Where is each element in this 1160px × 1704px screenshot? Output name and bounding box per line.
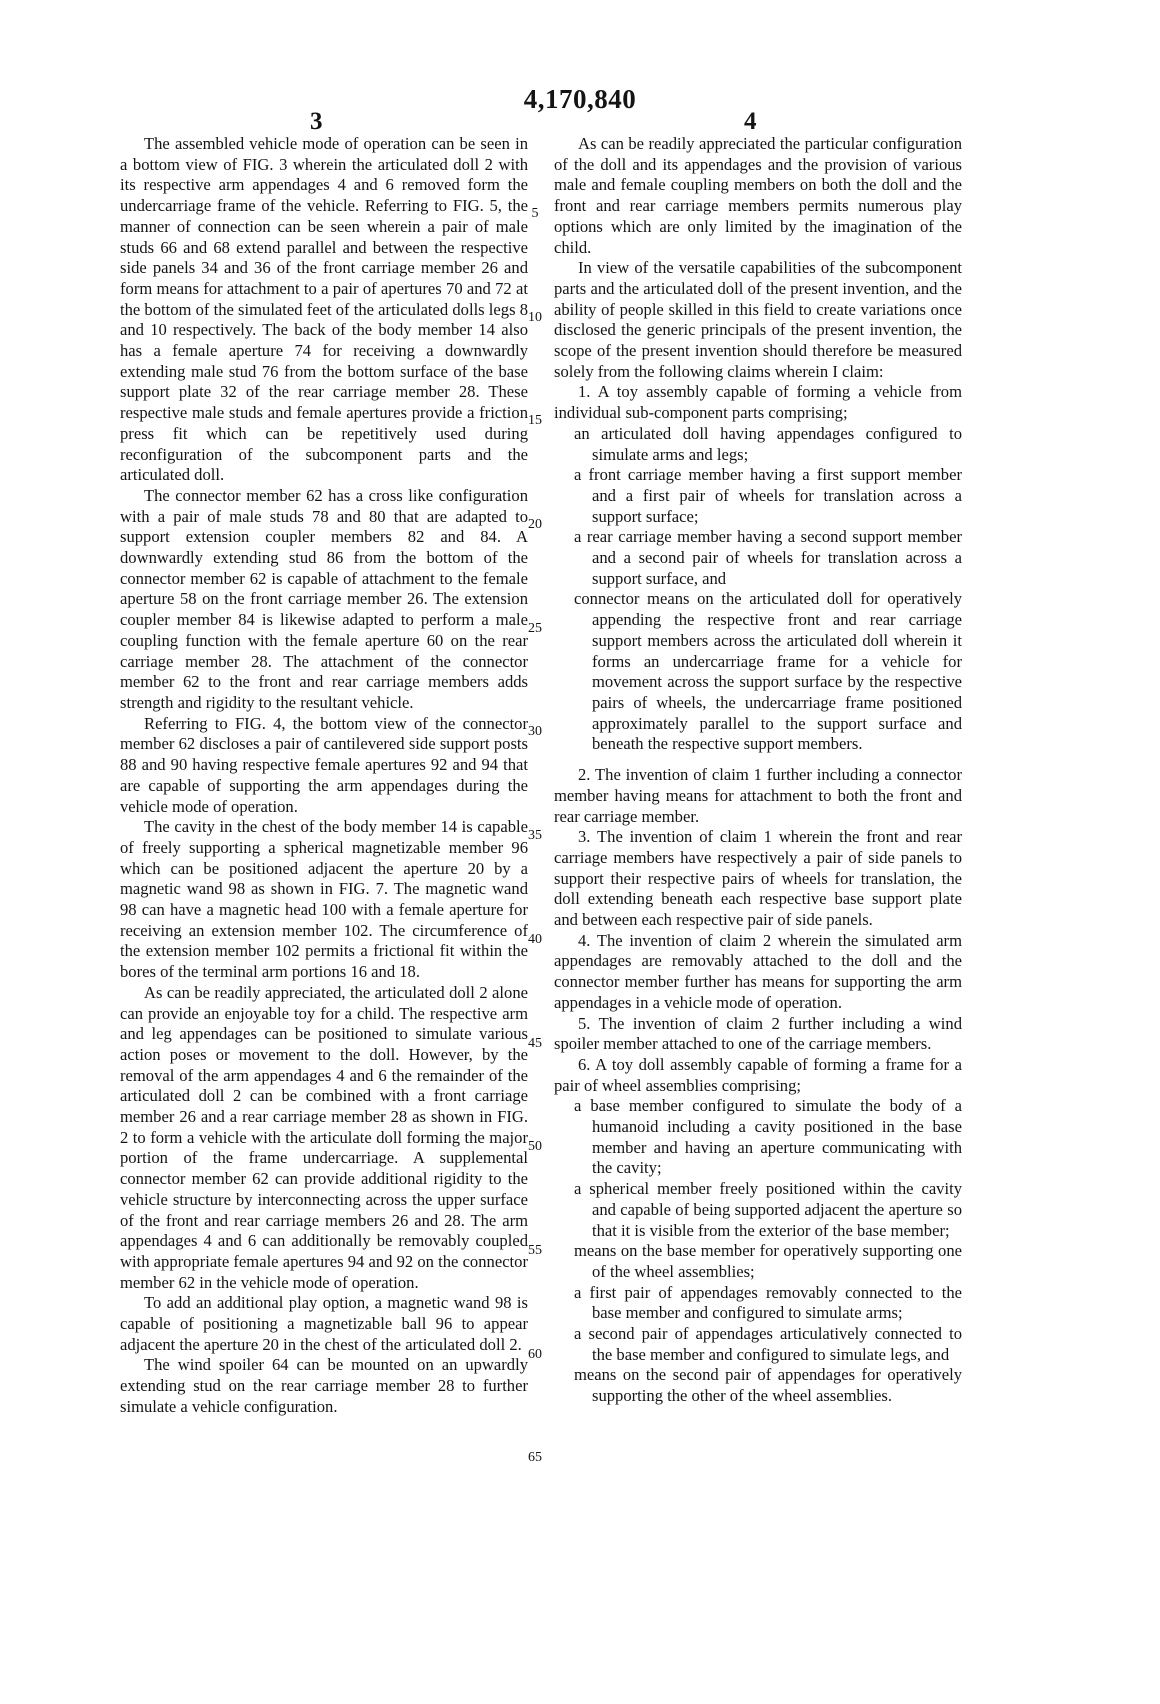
line-number: 50 (528, 1139, 542, 1154)
claim-element: a front carriage member having a first support member and a first pair of wheels for translation across a support surface; (574, 465, 962, 526)
line-number: 15 (528, 413, 542, 428)
line-number: 65 (528, 1450, 542, 1465)
claim-element: a second pair of appendages articulatively connected to the base member and configured to simulate legs, and (574, 1324, 962, 1364)
claim-6: 6. A toy doll assembly capable of forming a frame for a pair of wheel assemblies comprising; (554, 1054, 962, 1095)
paragraph: As can be readily appreciated, the articulated doll 2 alone can provide an enjoyable toy for a child. The respective arm and leg appendages can be positioned to simulate various action poses or movement to the doll. However, by the removal of the arm appendages 4 and 6 the remainder of the articulated doll 2 can be combined with a front carriage member 26 and a rear carriage member 28 as shown in FIG. 2 to form a vehicle with the articulate doll forming the major portion of the frame undercarriage. A supplemental connector member 62 can provide additional rigidity to the vehicle structure by interconnecting across the upper surface of the front and rear carriage members 26 and 28. The arm appendages 4 and 6 can additionally be removably coupled with appropriate female apertures 94 and 92 on the connector member 62 in the vehicle mode of operation. (120, 982, 528, 1292)
paragraph: The wind spoiler 64 can be mounted on an upwardly extending stud on the rear carriage member 28 to further simulate a vehicle configuration. (120, 1355, 528, 1416)
claim-element: a first pair of appendages removably connected to the base member and configured to simulate arms; (574, 1282, 962, 1323)
paragraph: The cavity in the chest of the body member 14 is capable of freely supporting a spherical magnetizable member 96 which can be positioned adjacent the aperture 20 by a magnetic wand 98 as shown in FIG. 7. The magnetic wand 98 can have a magnetic head 100 with a female aperture for receiving an extension member 102. The circumference of the extension member 102 permits a frictional fit within the bores of the terminal arm portions 16 and 18. (120, 817, 528, 982)
line-number: 25 (528, 621, 542, 636)
line-number: 10 (528, 310, 542, 325)
right-column-number: 4 (744, 108, 757, 135)
left-column-number: 3 (310, 108, 323, 135)
line-number: 40 (528, 932, 542, 947)
left-column (120, 134, 528, 1418)
claim-element: a rear carriage member having a second support member and a second pair of wheels for translation across a support surface, and (574, 527, 962, 588)
claim-element: a base member configured to simulate the body of a humanoid including a cavity positioned in the base member and having an aperture communicating with the cavity; (574, 1096, 962, 1178)
claim-1: 1. A toy assembly capable of forming a vehicle from individual sub-component parts comprising; (554, 382, 962, 423)
paragraph: The assembled vehicle mode of operation can be seen in a bottom view of FIG. 3 wherein the articulated doll 2 with its respective arm appendages 4 and 6 removed form the undercarriage frame of the vehicle. Referring to FIG. 5, the manner of connection can be seen wherein a pair of male studs 66 and 68 extend parallel and between the respective side panels 34 and 36 of the front carriage member 26 and form means for attachment to a pair of apertures 70 and 72 at the bottom of the simulated feet of the articulated dolls legs 8 and 10 respectively. The back of the body member 14 also has a female aperture 74 for receiving a downwardly extending male stud 76 from the bottom surface of the base support plate 32 of the rear carriage member 28. These respective male studs and female apertures provide a friction press fit which can be repetitively used during reconfiguration of the subcomponent parts and the articulated doll. (120, 134, 528, 485)
patent-number: 4,170,840 (523, 84, 637, 114)
claim-element: means on the base member for operatively supporting one of the wheel assemblies; (574, 1241, 962, 1281)
line-number: 20 (528, 517, 542, 532)
claim-element: means on the second pair of appendages for operatively supporting the other of the wheel assemblies. (574, 1365, 962, 1406)
claim-3: 3. The invention of claim 1 wherein the front and rear carriage members have respectively a pair of side panels to support their respective pairs of wheels for translation, the doll extending beneath each respective base support plate and between each respective pair of side panels. (554, 827, 962, 930)
line-number: 30 (528, 724, 542, 739)
right-column (554, 134, 962, 1407)
line-number: 35 (528, 828, 542, 843)
line-number: 55 (528, 1243, 542, 1258)
claim-5: 5. The invention of claim 2 further including a wind spoiler member attached to one of the carriage members. (554, 1013, 962, 1054)
claim-element: an articulated doll having appendages configured to simulate arms and legs; (574, 423, 962, 464)
paragraph: To add an additional play option, a magnetic wand 98 is capable of positioning a magnetizable ball 96 to appear adjacent the aperture 20 in the chest of the articulated doll 2. (120, 1293, 528, 1354)
line-number: 45 (528, 1036, 542, 1051)
paragraph: The connector member 62 has a cross like configuration with a pair of male studs 78 and 80 that are adapted to support extension coupler members 82 and 84. A downwardly extending stud 86 from the bottom of the connector member 62 is capable of attachment to the female aperture 58 on the front carriage member 26. The extension coupler member 84 is likewise adapted to perform a male coupling function with the female aperture 60 on the rear carriage member 28. The attachment of the connector member 62 to the front and rear carriage members adds strength and rigidity to the resultant vehicle. (120, 485, 528, 712)
line-number: 60 (528, 1347, 542, 1362)
paragraph: As can be readily appreciated the particular configuration of the doll and its appendages and the provision of various male and female coupling members on both the doll and the front and rear carriage members permits numerous play options which are only limited by the imagination of the child. (554, 134, 962, 257)
paragraph: Referring to FIG. 4, the bottom view of the connector member 62 discloses a pair of cantilevered side support posts 88 and 90 having respective female apertures 92 and 94 that are capable of supporting the arm appendages during the vehicle mode of operation. (120, 713, 528, 816)
line-number: 5 (531, 206, 539, 221)
claim-4: 4. The invention of claim 2 wherein the simulated arm appendages are removably attached to the doll and the connector member further has means for supporting the arm appendages in a vehicle mode of operation. (554, 930, 962, 1012)
claim-element: connector means on the articulated doll for operatively appending the respective front and rear carriage support members across the articulated doll wherein it forms an undercarriage frame for a vehicle for movement across the support surface by the respective pairs of wheels, the undercarriage frame positioned approximately parallel to the support surface and beneath the respective support members. (574, 589, 962, 754)
paragraph: In view of the versatile capabilities of the subcomponent parts and the articulated doll of the present invention, and the ability of people skilled in this field to create variations once disclosed the generic principals of the present invention, the scope of the present invention should therefore be measured solely from the following claims wherein I claim: (554, 258, 962, 381)
claim-2: 2. The invention of claim 1 further including a connector member having means for attachment to both the front and rear carriage member. (554, 765, 962, 826)
claim-element: a spherical member freely positioned within the cavity and capable of being supported adjacent the aperture so that it is visible from the exterior of the base member; (574, 1179, 962, 1240)
